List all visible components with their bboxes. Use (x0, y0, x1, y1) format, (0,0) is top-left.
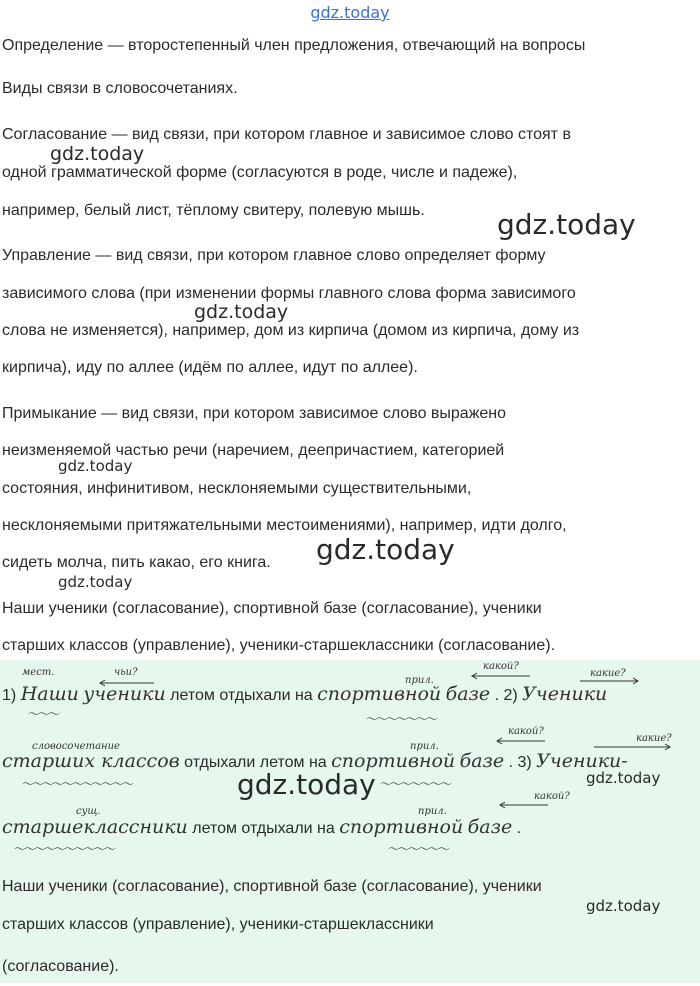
handwritten-word: Наши (20, 683, 79, 705)
handwritten-word: старшеклассники (2, 816, 188, 838)
summary-line: Наши ученики (согласование), спортивной базе (согласование), ученики (2, 878, 542, 895)
sentence-text: . 2) (494, 687, 518, 704)
annotation: словосочетание (32, 741, 120, 752)
annotation: какие? (590, 668, 626, 679)
watermark: gdz.today (58, 457, 133, 475)
wavy-underline: ～～～～～～～ (380, 777, 451, 791)
text-line: Согласование — вид связи, при котором главное и зависимое слово стоят в (2, 126, 571, 143)
text-line: Определение — второстепенный член предложения, отвечающий на вопросы (2, 37, 586, 54)
text-line: состояния, инфинитивом, несклоняемыми существительными, (2, 480, 472, 497)
handwritten-word: Ученики (522, 683, 608, 705)
watermark: gdz.today (50, 143, 145, 165)
watermark: gdz.today (586, 897, 661, 915)
sentence-text: отдыхали летом на (184, 754, 327, 771)
annotation: чьи? (114, 667, 138, 678)
annotation: какие? (636, 733, 672, 744)
annotation: мест. (22, 667, 55, 678)
annotation: прил. (405, 675, 434, 686)
text-line: слова не изменяется), например, дом из кирпича (домом из кирпича, дому из (2, 322, 580, 339)
arrow-icon (495, 736, 547, 746)
wavy-underline: ～～～～～～～～～～ (14, 842, 115, 856)
text-line: Примыкание — вид связи, при котором зависимое слово выражено (2, 405, 507, 422)
wavy-underline: ～～～ (28, 707, 59, 721)
text-line: старших классов (управление), ученики-старшеклассники (согласование). (2, 637, 556, 654)
watermark: gdz.today (316, 533, 455, 566)
handwritten-word: старших классов (2, 750, 180, 772)
wavy-underline: ～～～～～～～～～～～ (22, 777, 133, 791)
summary-line: (согласование). (2, 958, 119, 975)
header-brand-link[interactable]: gdz.today (310, 3, 390, 22)
text-line: одной грамматической форме (согласуются в роде, числе и падеже), (2, 164, 518, 181)
summary-line: старших классов (управление), ученики-старшеклассники (2, 916, 434, 933)
annotation: прил. (418, 806, 447, 817)
handwritten-word: спортивной (331, 750, 456, 772)
sentence-text: . (516, 820, 522, 837)
handwritten-word: спортивной (339, 816, 464, 838)
text-line: Виды связи в словосочетаниях. (2, 80, 238, 97)
watermark: gdz.today (58, 573, 133, 591)
annotation: какой? (508, 726, 544, 737)
annotation: сущ. (76, 806, 101, 817)
annotation: какой? (534, 791, 570, 802)
watermark: gdz.today (194, 301, 289, 323)
handwritten-word: базе (445, 683, 491, 705)
text-line: Управление — вид связи, при котором главное слово определяет форму (2, 247, 546, 264)
example-row-1 (2, 683, 607, 705)
annotation: какой? (483, 661, 519, 672)
text-line: кирпича), иду по аллее (идём по аллее, идут по аллее). (2, 359, 418, 376)
wavy-underline: ～～～～～～～ (366, 712, 437, 726)
text-line: неизменяемой частью речи (наречием, деепричастием, категорией (2, 442, 505, 459)
sentence-text: летом отдыхали на (192, 820, 335, 837)
sentence-text: летом отдыхали на (170, 687, 313, 704)
number-label: 1) (2, 687, 17, 704)
handwritten-word: Ученики- (536, 750, 628, 772)
handwritten-word: ученики (83, 683, 166, 705)
arrow-icon (498, 800, 550, 810)
watermark: gdz.today (497, 208, 636, 241)
example-row-3 (2, 816, 521, 838)
text-line: например, белый лист, тёплому свитеру, полевую мышь. (2, 202, 425, 219)
wavy-underline: ～～～～～～ (388, 842, 449, 856)
watermark: gdz.today (237, 768, 376, 801)
handwritten-word: спортивной (317, 683, 442, 705)
watermark: gdz.today (586, 769, 661, 787)
sentence-text: . 3) (508, 754, 532, 771)
text-line: сидеть молча, пить какао, его книга. (2, 554, 271, 571)
handwritten-word: базе (467, 816, 513, 838)
handwritten-word: базе (459, 750, 505, 772)
annotation: прил. (410, 741, 439, 752)
text-line: Наши ученики (согласование), спортивной базе (согласование), ученики (2, 600, 542, 617)
arrow-icon (470, 671, 532, 681)
text-line: зависимого слова (при изменении формы главного слова форма зависимого (2, 285, 576, 302)
text-line: несклоняемыми притяжательными местоимениями), например, идти долго, (2, 517, 567, 534)
